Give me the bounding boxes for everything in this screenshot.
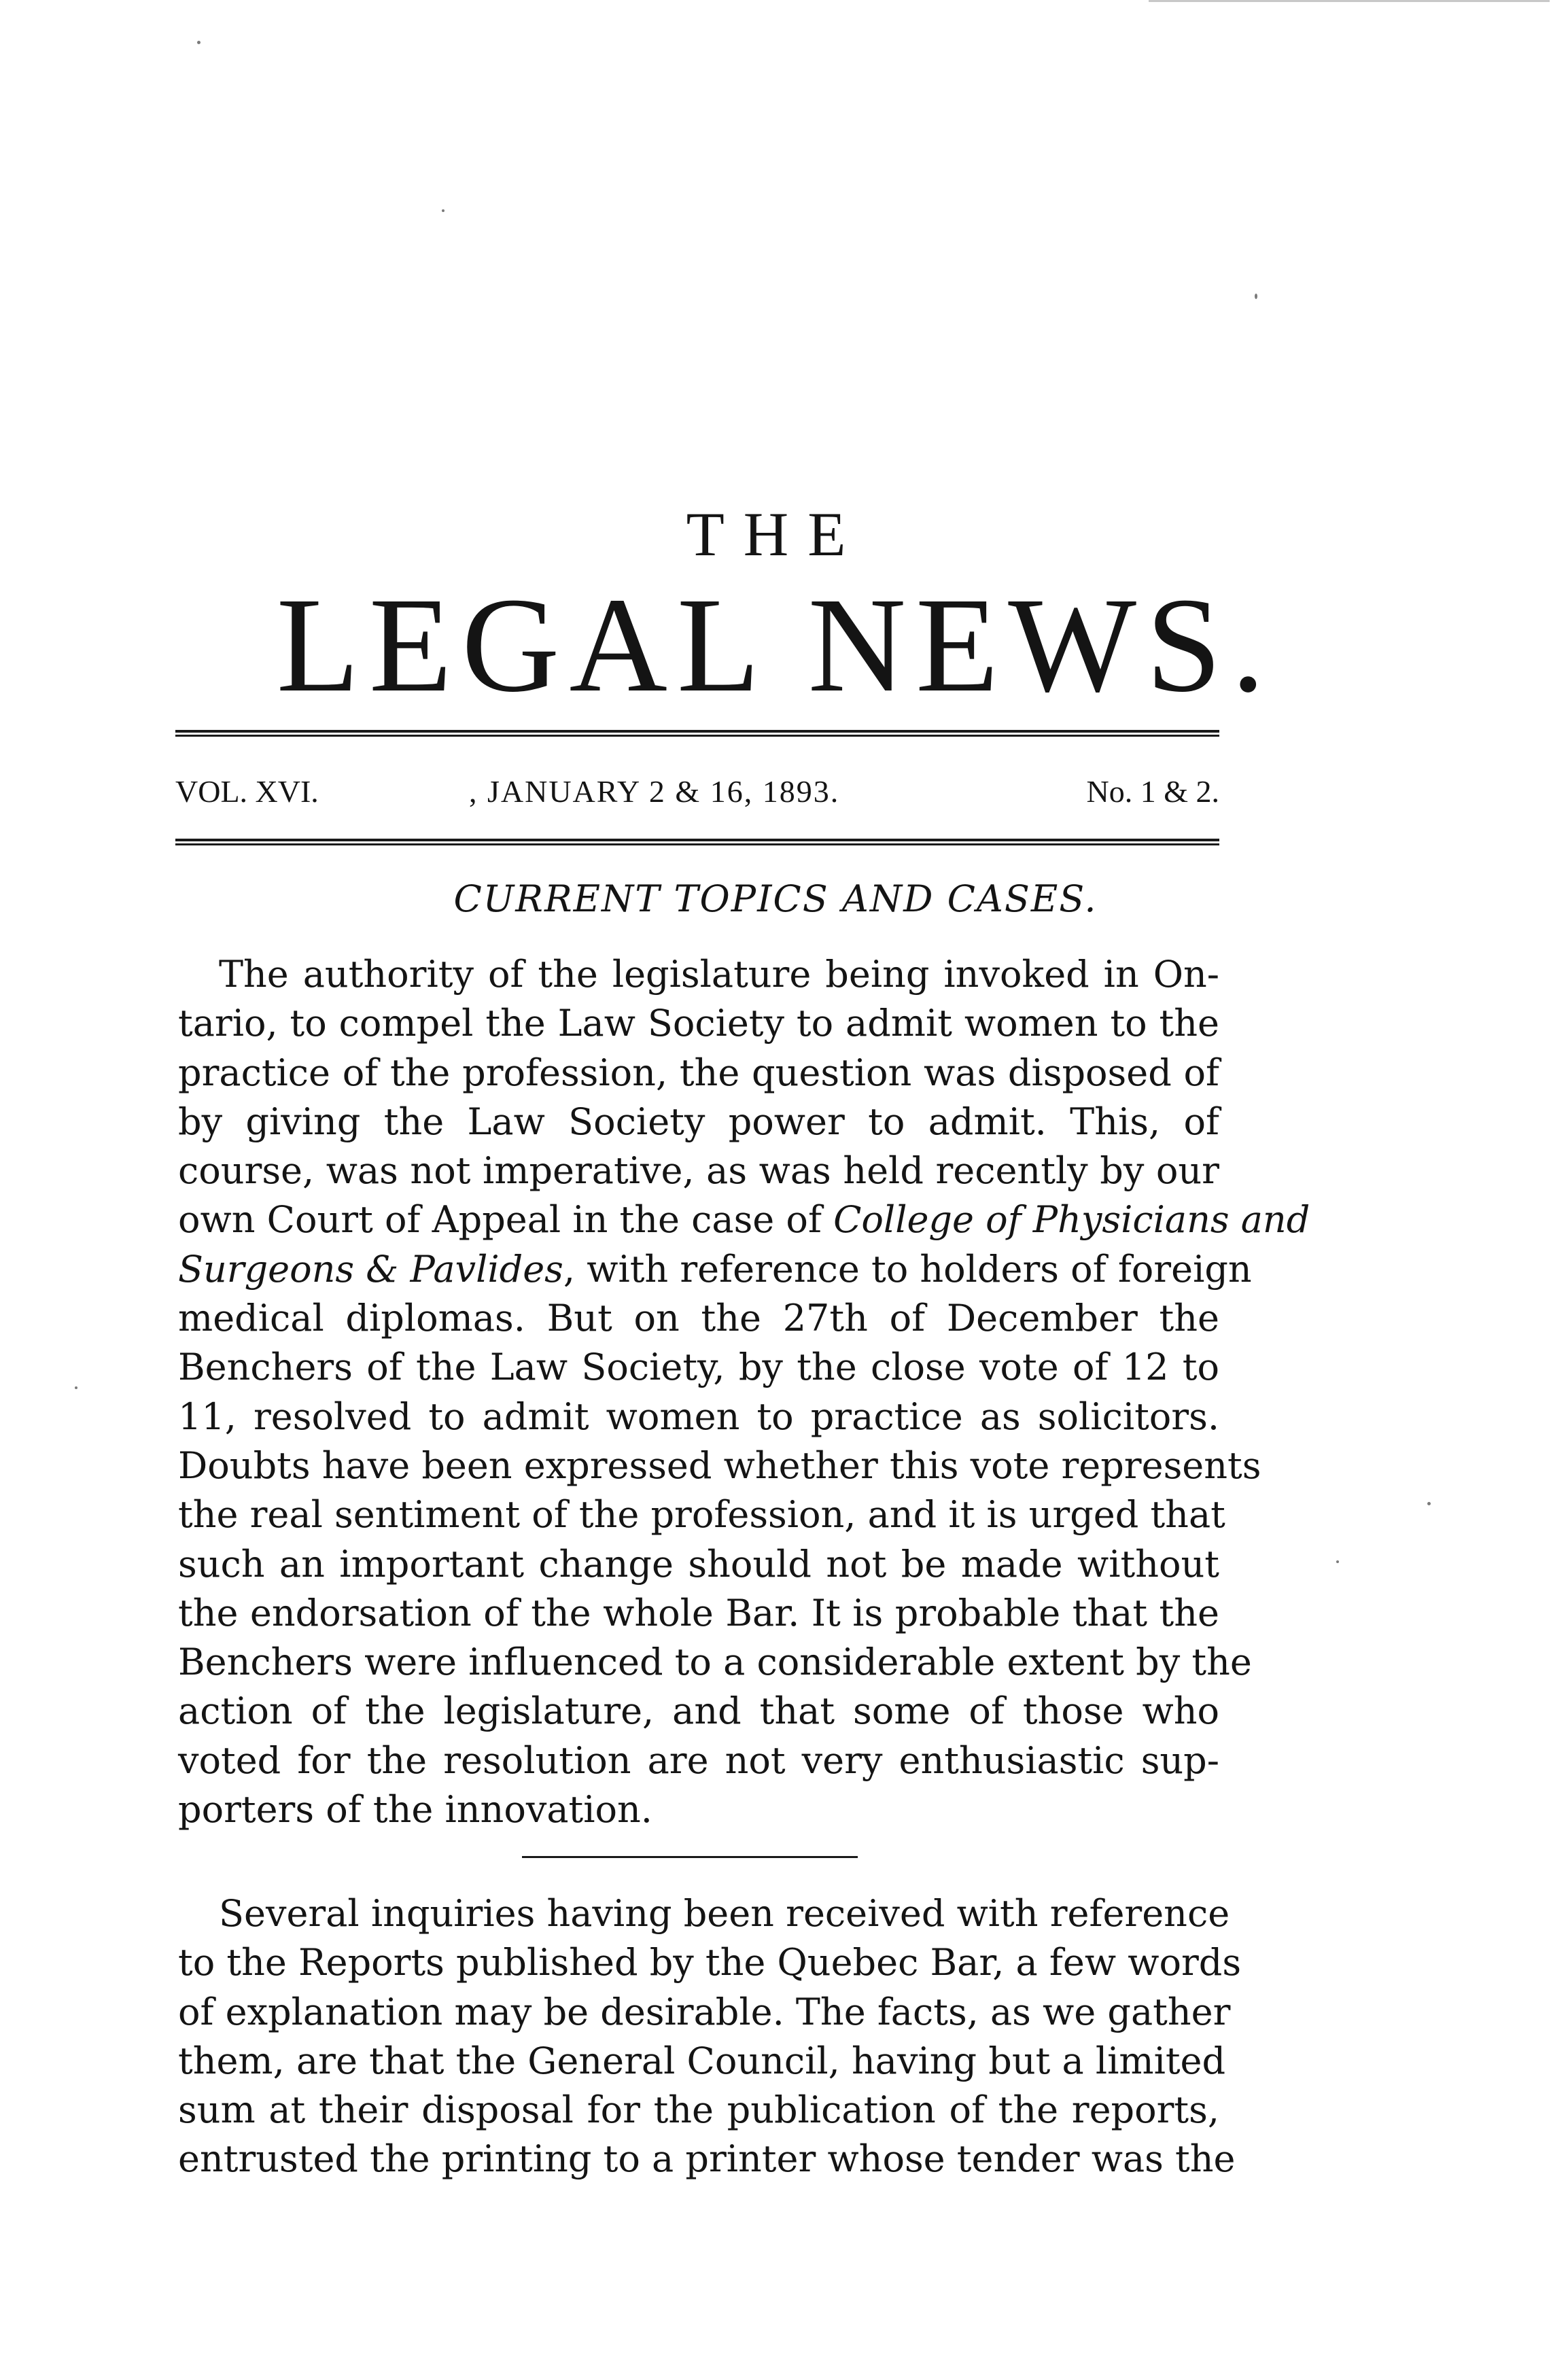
scan-speck [442, 209, 445, 212]
paragraph-line: sum at their disposal for the publication of the reports, [178, 2088, 1219, 2132]
paragraph-line: Benchers of the Law Society, by the close vote of 12 to [178, 1346, 1219, 1389]
paragraph-line: Several inquiries having been received with reference [219, 1892, 1230, 1935]
paragraph-line: action of the legislature, and that some of those who [178, 1690, 1219, 1733]
scan-edge-line [1149, 0, 1550, 2]
paragraph-line: porters of the innovation. [178, 1788, 652, 1832]
paragraph-line: medical diplomas. But on the 27th of December the [178, 1297, 1219, 1340]
top-double-rule [175, 730, 1219, 737]
scan-speck [1255, 294, 1257, 299]
masthead-title: LEGAL NEWS. [276, 570, 1275, 720]
bottom-double-rule [175, 839, 1219, 845]
paragraph-line: Doubts have been expressed whether this vote represents [178, 1443, 1261, 1487]
paragraph-quebec-reports [178, 1889, 1242, 2184]
scan-speck [197, 41, 201, 44]
paragraph-line: course, was not imperative, as was held recently by our [178, 1149, 1219, 1193]
paragraph-line: the endorsation of the whole Bar. It is probable that the [178, 1591, 1219, 1634]
issue-date: , JANUARY 2 & 16, 1893. [469, 774, 840, 809]
issue-number: No. 1 & 2. [1086, 774, 1219, 809]
paragraph-line: the real sentiment of the profession, and it is urged that [178, 1493, 1225, 1537]
paragraph-line: tario, to compel the Law Society to admit women to the [178, 1002, 1219, 1045]
section-separator [522, 1856, 858, 1858]
paragraph-line: practice of the profession, the question was disposed of [178, 1051, 1219, 1094]
paragraph-line: entrusted the printing to a printer whose tender was the [178, 2137, 1236, 2181]
section-heading: CURRENT TOPICS AND CASES. [453, 877, 1098, 920]
paragraph-line: by giving the Law Society power to admit. This, of [178, 1100, 1219, 1143]
paragraph-line-case-citation: own Court of Appeal in the case of College of Physicians and [178, 1198, 1310, 1242]
paragraph-line: such an important change should not be made without [178, 1542, 1219, 1586]
scan-speck [75, 1386, 77, 1389]
paragraph-line: to the Reports published by the Quebec Bar, a few words [178, 1941, 1242, 1984]
paragraph-line: them, are that the General Council, having but a limited [178, 2039, 1226, 2082]
issue-line [175, 771, 1219, 812]
paragraph-line: The authority of the legislature being invoked in On- [219, 953, 1219, 996]
paragraph-law-society [178, 950, 1310, 1834]
issue-volume: VOL. XVI. [175, 774, 319, 809]
scan-speck [1427, 1502, 1431, 1505]
masthead-the: THE [686, 500, 865, 569]
scan-speck [1336, 1560, 1339, 1563]
paragraph-line: Benchers were influenced to a considerable extent by the [178, 1641, 1252, 1684]
paragraph-line-case-citation: Surgeons & Pavlides, with reference to holders of foreign [178, 1247, 1252, 1291]
paragraph-line: 11, resolved to admit women to practice as solicitors. [178, 1395, 1219, 1438]
paragraph-line: voted for the resolution are not very enthusiastic sup- [178, 1738, 1219, 1782]
paragraph-line: of explanation may be desirable. The facts, as we gather [178, 1990, 1231, 2033]
